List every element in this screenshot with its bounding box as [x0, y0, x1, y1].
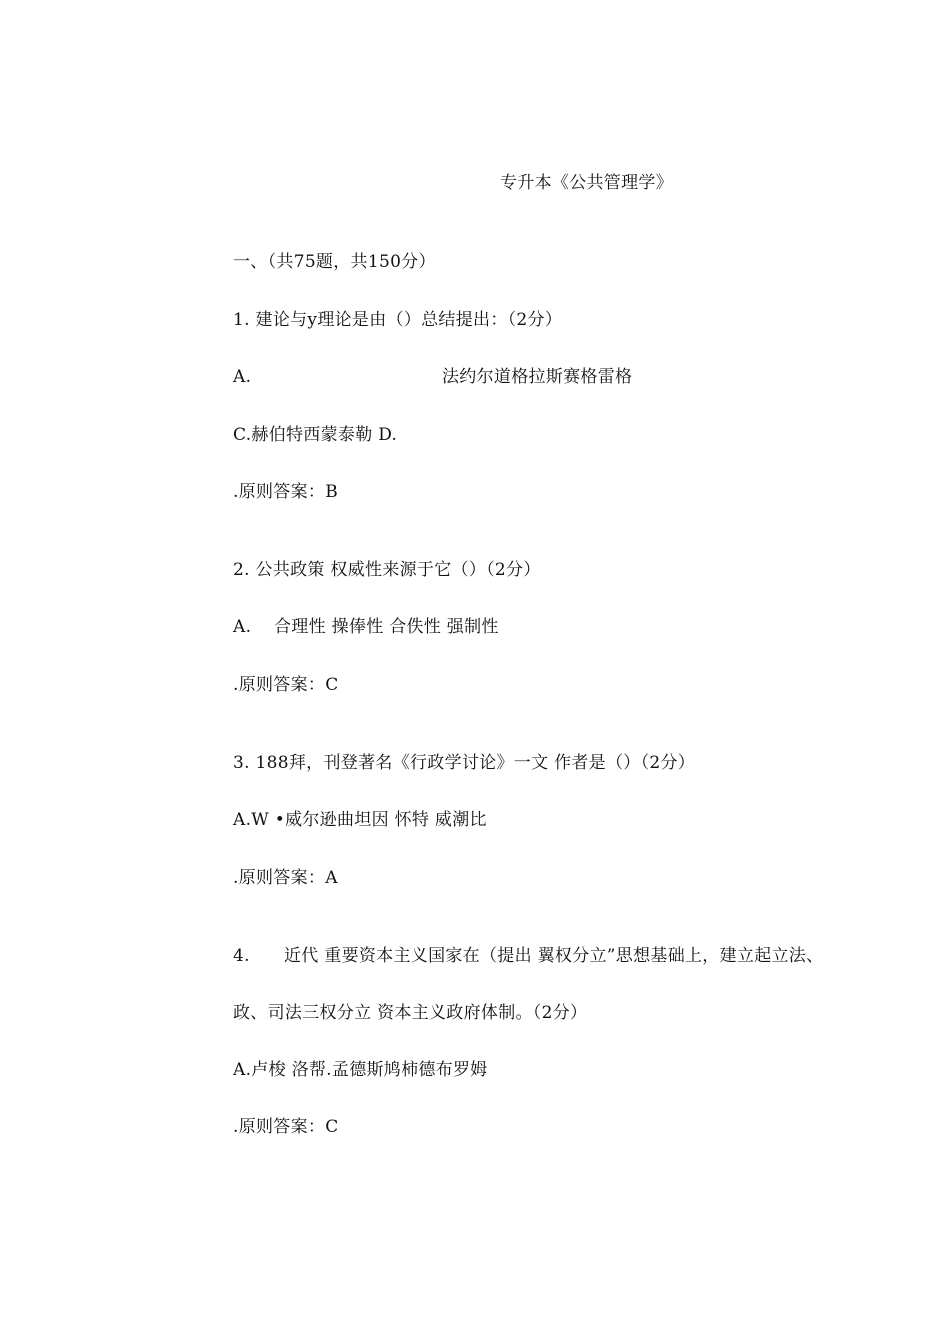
question-4-stem-line-1: 近代 重要资本主义国家在（提出 翼权分立”思想基础上，建立起立法、: [284, 946, 824, 966]
question-3-answer: .原则答案：A: [233, 868, 338, 888]
question-1-option-a-label: A.: [233, 367, 252, 387]
question-2-option-a-text: 合理性 操俸性 合佚性 强制性: [274, 617, 499, 637]
question-2-option-a-label: A.: [233, 617, 252, 637]
section-heading: 一、（共75题，共150分）: [233, 252, 436, 272]
question-3-stem: 3. 188拜，刊登著名《行政学讨论》一文 作者是（）（2分）: [233, 753, 696, 773]
question-1-stem: 1. 建论与y理论是由（）总结提出：（2分）: [233, 310, 563, 330]
question-4-number: 4.: [233, 946, 250, 966]
question-2-stem: 2. 公共政策 权威性来源于它（）（2分）: [233, 560, 541, 580]
question-1-option-c: C.赫伯特西蒙泰勒 D.: [233, 425, 398, 445]
question-4-stem-line-2: 政、司法三权分立 资本主义政府体制。（2分）: [233, 1003, 588, 1023]
question-1-answer: .原则答案：B: [233, 482, 338, 502]
question-2-answer: .原则答案：C: [233, 675, 339, 695]
document-title: 专升本《公共管理学》: [500, 173, 673, 193]
question-4-answer: .原则答案：C: [233, 1117, 339, 1137]
question-4-options: A.卢梭 洛帮.孟德斯鸠柿德布罗姆: [233, 1060, 488, 1080]
question-3-options: A.W •威尔逊曲坦因 怀特 威潮比: [233, 810, 487, 830]
question-1-option-a-text: 法约尔道格拉斯赛格雷格: [442, 367, 633, 387]
